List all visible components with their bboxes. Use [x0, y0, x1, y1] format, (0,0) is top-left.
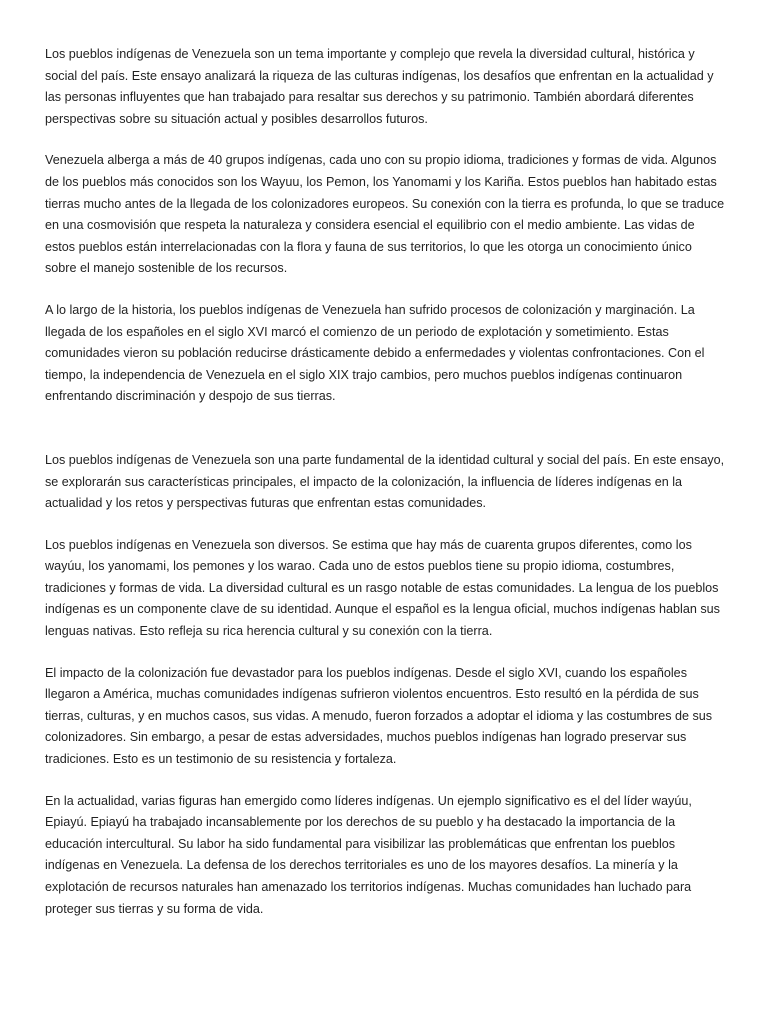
paragraph-colonization: El impacto de la colonización fue devastador para los pueblos indígenas. Desde el siglo XVI, cuando los españoles llegaron a América, muchas comunidades indígenas sufrieron violentos encuentros. Esto resultó en la pérdida de sus tierras, culturas, y en muchos casos, sus vidas. A menudo, fueron forzados a adoptar el idioma y las costumbres de sus colonizadores. Sin embargo, a pesar de estas adversidades, muchos pueblos indígenas han logrado preservar sus tradiciones. Esto es un testimonio de su resistencia y fortaleza. [45, 665, 713, 767]
paragraph-identity: Los pueblos indígenas de Venezuela son una parte fundamental de la identidad cultural y social del país. En este ensayo, se explorarán sus características principales, el impacto de la colonización, la influencia de líderes indígenas en la actualidad y los retos y perspectivas futuras que enfrentan estas comunidades. [45, 452, 725, 511]
paragraph-history: A lo largo de la historia, los pueblos indígenas de Venezuela han sufrido procesos de colonización y marginación. La llegada de los españoles en el siglo XVI marcó el comienzo de un periodo de explotación y sometimiento. Estas comunidades vieron su población reducirse drásticamente debido a enfermedades y violentas confrontaciones. Con el tiempo, la independencia de Venezuela en el siglo XIX trajo cambios, pero muchos pueblos indígenas continuaron enfrentando discriminación y despojo de sus tierras. [45, 302, 705, 404]
document-body [45, 44, 725, 920]
paragraph-leaders: En la actualidad, varias figuras han emergido como líderes indígenas. Un ejemplo significativo es el del líder wayúu, Epiayú. Epiayú ha trabajado incansablemente por los derechos de su pueblo y ha destacado la importancia de la educación intercultural. Su labor ha sido fundamental para visibilizar las problemáticas que enfrentan los pueblos indígenas en Venezuela. La defensa de los derechos territoriales es uno de los mayores desafíos. La minería y la explotación de recursos naturales han amenazado los territorios indígenas. Muchas comunidades han luchado para proteger sus tierras y su forma de vida. [45, 793, 692, 916]
paragraph-groups: Venezuela alberga a más de 40 grupos indígenas, cada uno con su propio idioma, tradiciones y formas de vida. Algunos de los pueblos más conocidos son los Wayuu, los Pemon, los Yanomami y los Kariña. Estos pueblos han habitado estas tierras mucho antes de la llegada de los colonizadores europeos. Su conexión con la tierra es profunda, lo que se traduce en una cosmovisión que respeta la naturaleza y considera esencial el equilibrio con el medio ambiente. Las vidas de estos pueblos están interrelacionadas con la flora y fauna de sus territorios, lo que les otorga un conocimiento único sobre el manejo sostenible de los recursos. [45, 153, 725, 276]
paragraph-diversity: Los pueblos indígenas en Venezuela son diversos. Se estima que hay más de cuarenta grupos diferentes, como los wayúu, los yanomami, los pemones y los warao. Cada uno de estos pueblos tiene su propio idioma, costumbres, tradiciones y formas de vida. La diversidad cultural es un rasgo notable de estas comunidades. La lengua de los pueblos indígenas es un componente clave de su identidad. Aunque el español es la lengua oficial, muchos indígenas hablan sus lenguas nativas. Esto refleja su rica herencia cultural y su conexión con la tierra. [45, 537, 720, 639]
paragraph-intro: Los pueblos indígenas de Venezuela son un tema importante y complejo que revela la diversidad cultural, histórica y social del país. Este ensayo analizará la riqueza de las culturas indígenas, los desafíos que enfrentan en la actualidad y las personas influyentes que han trabajado para resaltar sus derechos y su patrimonio. También abordará diferentes perspectivas sobre su situación actual y posibles desarrollos futuros. [45, 47, 714, 126]
